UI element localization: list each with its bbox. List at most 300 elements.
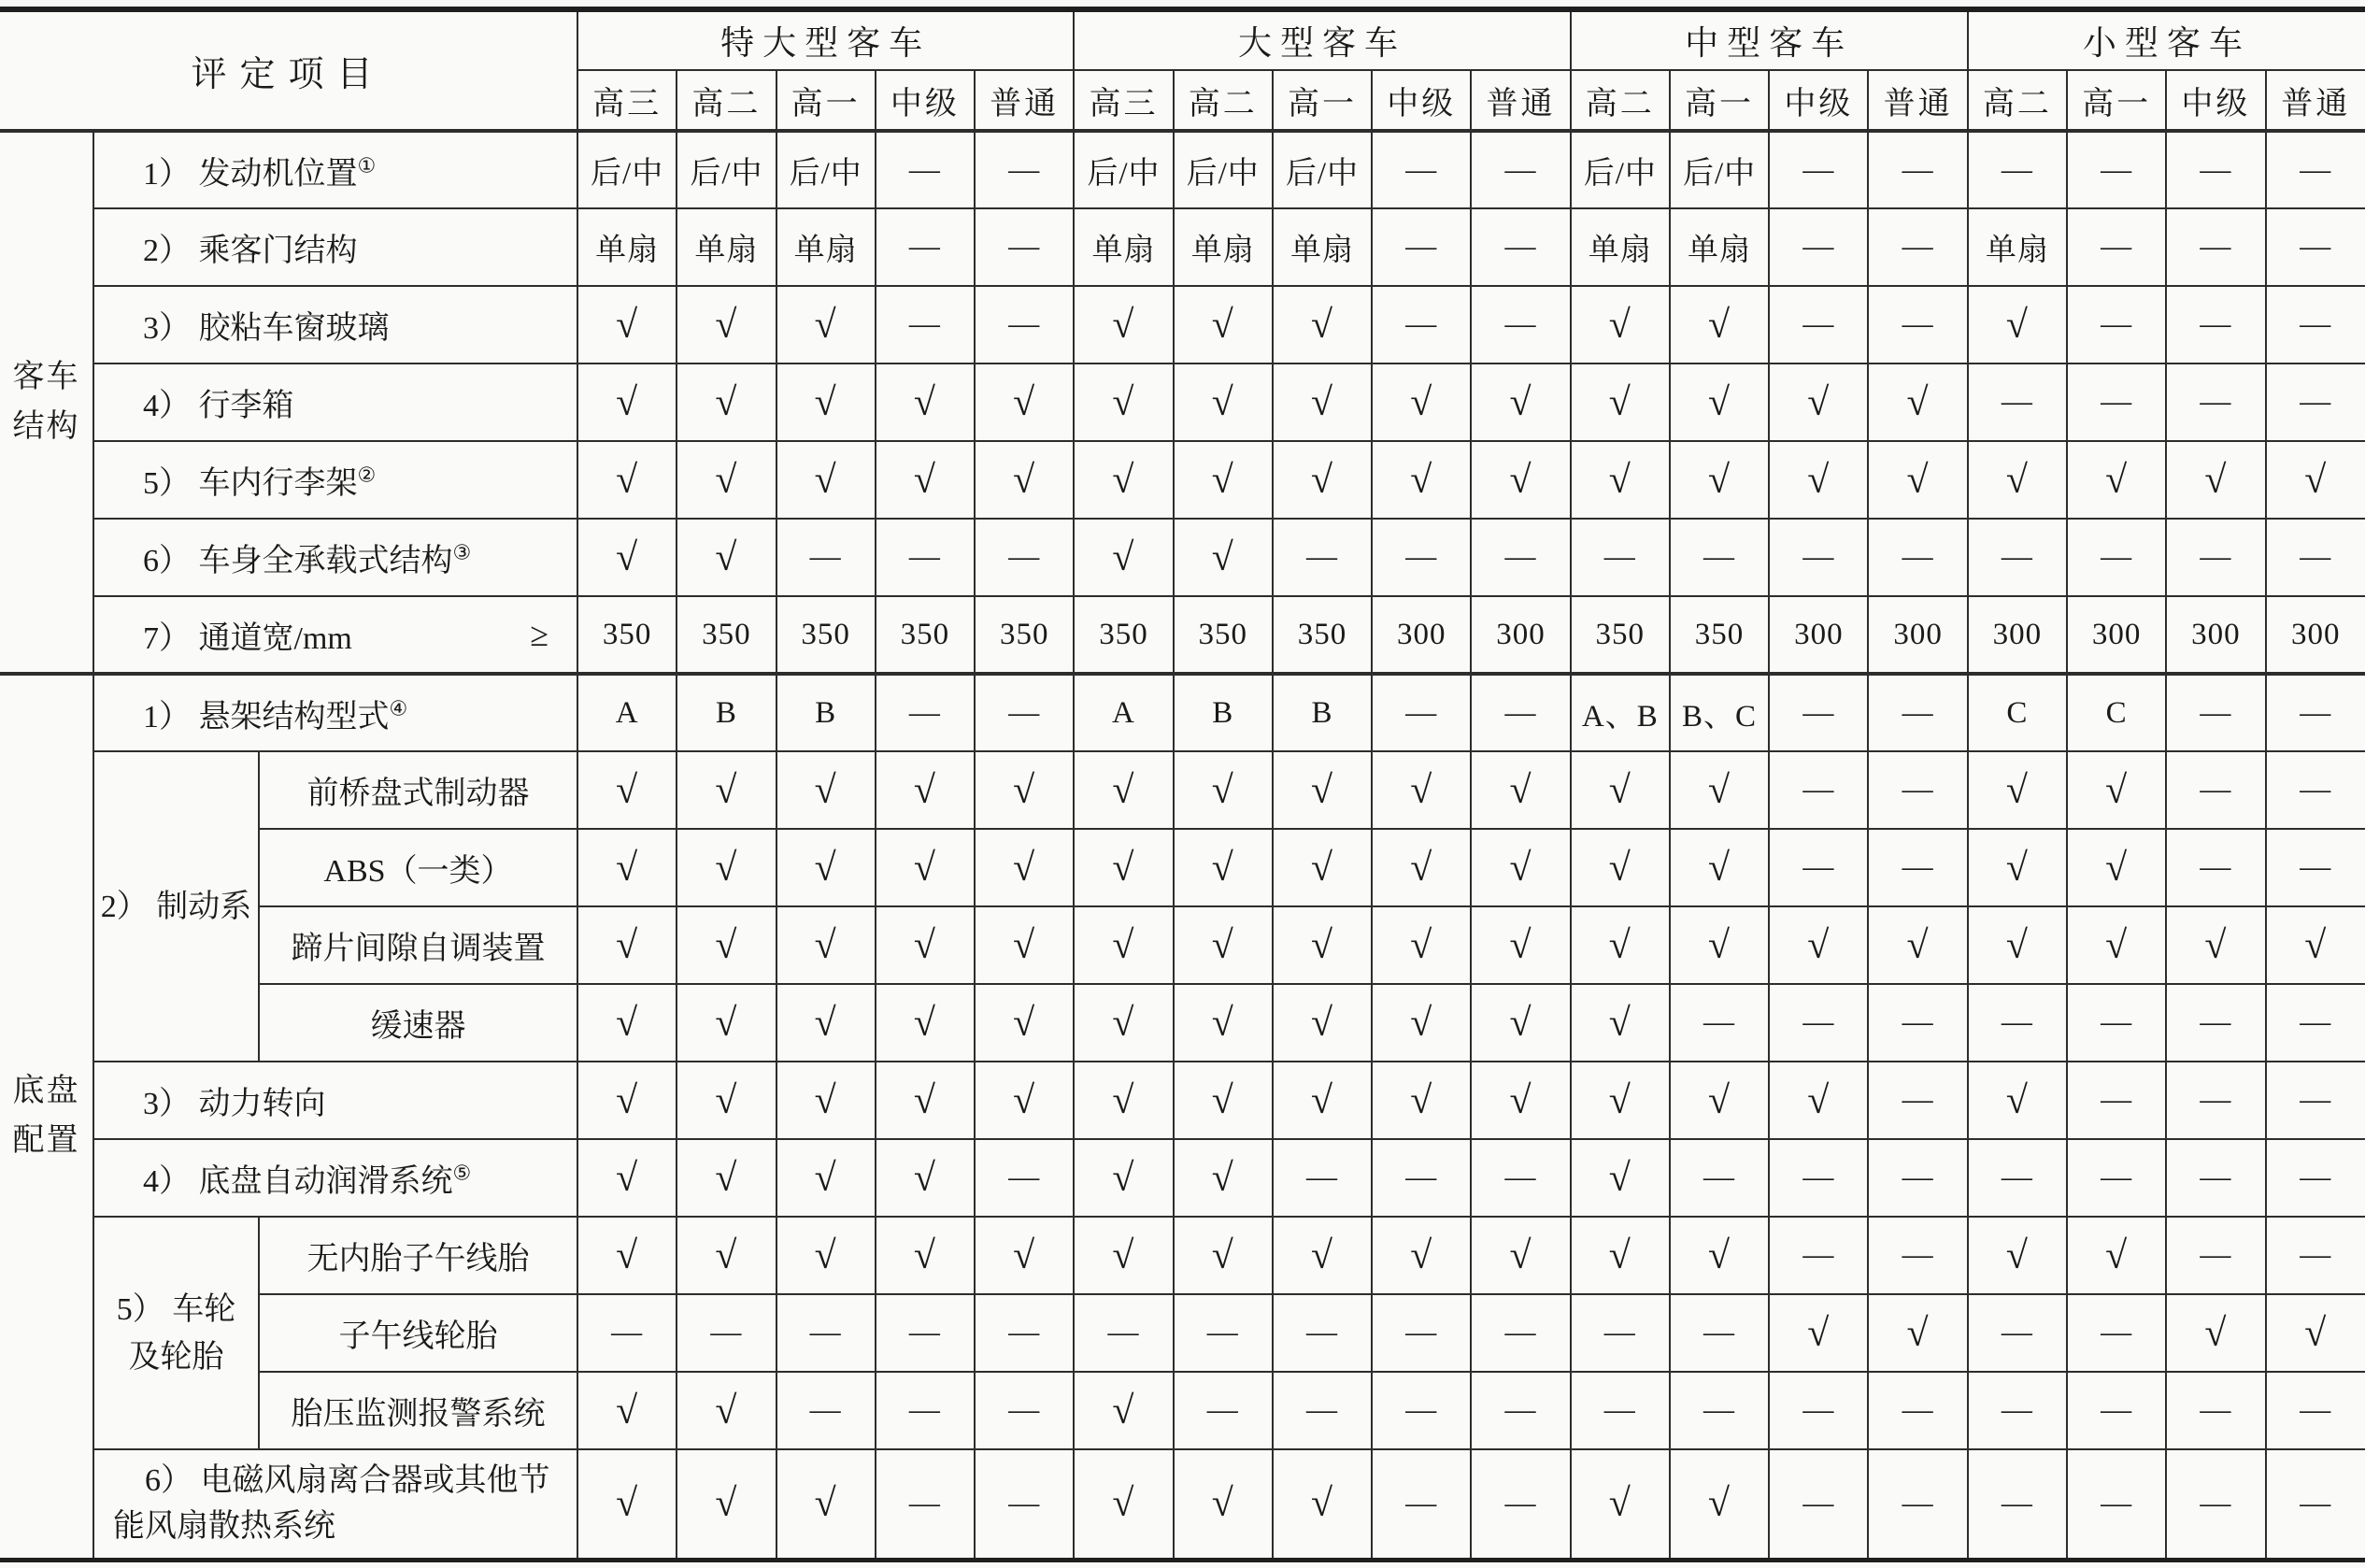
value-cell: — <box>975 1449 1074 1560</box>
value-cell: √ <box>1471 441 1570 519</box>
value-cell: √ <box>1074 1449 1173 1560</box>
value-cell: √ <box>577 1372 677 1449</box>
value-cell: √ <box>1174 441 1273 519</box>
grade-header-cell: 中级 <box>1769 70 1868 131</box>
value-cell: √ <box>975 363 1074 441</box>
value-cell: — <box>2266 1217 2365 1294</box>
value-cell: B、C <box>1670 674 1769 751</box>
value-cell: 300 <box>1471 596 1570 674</box>
value-cell: — <box>1471 519 1570 596</box>
value-cell: — <box>2166 1449 2265 1560</box>
value-cell: √ <box>776 286 876 363</box>
label-line: 2） 制动系 <box>100 889 252 924</box>
value-cell: √ <box>1174 906 1273 984</box>
value-cell: A <box>577 674 677 751</box>
value-cell: √ <box>1273 1062 1372 1139</box>
value-cell: √ <box>876 984 975 1062</box>
item-label-text: 7） 通道宽/mm <box>143 620 352 656</box>
value-cell: 350 <box>975 596 1074 674</box>
item-label-text: 1） 悬架结构型式④ <box>143 696 408 734</box>
value-cell: — <box>2067 208 2166 286</box>
value-cell: — <box>2166 1062 2265 1139</box>
value-cell: B <box>1174 674 1273 751</box>
value-cell: √ <box>776 441 876 519</box>
value-cell: — <box>876 674 975 751</box>
value-cell: √ <box>1868 1294 1967 1372</box>
item-label <box>93 596 577 674</box>
item-label-content <box>94 1458 577 1550</box>
value-cell: √ <box>776 1139 876 1217</box>
value-cell: √ <box>677 519 776 596</box>
value-cell: 300 <box>2266 596 2365 674</box>
table-row <box>0 441 2365 519</box>
value-cell: — <box>1968 984 2067 1062</box>
value-cell: 300 <box>2166 596 2265 674</box>
table-row <box>0 208 2365 286</box>
value-cell: √ <box>1868 906 1967 984</box>
value-cell: √ <box>1074 363 1173 441</box>
table-row <box>0 131 2365 208</box>
value-cell: √ <box>876 1062 975 1139</box>
value-cell: — <box>1571 519 1670 596</box>
item-label-content <box>94 691 577 736</box>
value-cell: — <box>1868 1062 1967 1139</box>
value-cell: — <box>2067 1294 2166 1372</box>
value-cell: √ <box>1074 829 1173 906</box>
value-cell: — <box>876 208 975 286</box>
value-cell: — <box>1174 1372 1273 1449</box>
value-cell: √ <box>975 906 1074 984</box>
item-label <box>93 519 577 596</box>
value-cell: 350 <box>577 596 677 674</box>
value-cell: √ <box>1074 1062 1173 1139</box>
value-cell: √ <box>1670 829 1769 906</box>
value-cell: — <box>1968 1139 2067 1217</box>
value-cell: — <box>2067 131 2166 208</box>
value-cell: √ <box>2166 1294 2265 1372</box>
value-cell: — <box>1868 519 1967 596</box>
value-cell: 300 <box>1769 596 1868 674</box>
value-cell: — <box>876 1372 975 1449</box>
value-cell: — <box>1868 131 1967 208</box>
value-cell: — <box>1670 519 1769 596</box>
value-cell: — <box>1868 829 1967 906</box>
value-cell: — <box>1471 1449 1570 1560</box>
item-label-content <box>94 224 577 270</box>
footnote-mark: ④ <box>389 696 408 720</box>
value-cell: √ <box>677 1372 776 1449</box>
item-label <box>93 208 577 286</box>
value-cell: — <box>1769 1449 1868 1560</box>
value-cell: 350 <box>776 596 876 674</box>
grade-header-cell: 高一 <box>1273 70 1372 131</box>
value-cell: √ <box>1273 441 1372 519</box>
value-cell: √ <box>975 984 1074 1062</box>
label-line: 及轮胎 <box>128 1339 224 1375</box>
value-cell: √ <box>1670 441 1769 519</box>
value-cell: — <box>1968 131 2067 208</box>
value-cell: 350 <box>1670 596 1769 674</box>
value-cell: 单扇 <box>1273 208 1372 286</box>
value-cell: — <box>975 1294 1074 1372</box>
value-cell: √ <box>1273 286 1372 363</box>
value-cell: — <box>2266 519 2365 596</box>
subitem-label: 无内胎子午线胎 <box>259 1217 577 1294</box>
value-cell: √ <box>1372 751 1471 829</box>
grade-header-cell: 普通 <box>975 70 1074 131</box>
value-cell: — <box>677 1294 776 1372</box>
value-cell: C <box>1968 674 2067 751</box>
table-row <box>0 751 2365 829</box>
value-cell: √ <box>1769 441 1868 519</box>
value-cell: √ <box>1968 906 2067 984</box>
value-cell: √ <box>1670 1217 1769 1294</box>
table-row <box>0 1372 2365 1449</box>
value-cell: √ <box>1670 751 1769 829</box>
value-cell: √ <box>1273 363 1372 441</box>
section-label <box>0 131 93 674</box>
value-cell: 300 <box>1868 596 1967 674</box>
item-label <box>93 1062 577 1139</box>
table-row <box>0 674 2365 751</box>
value-cell: — <box>975 286 1074 363</box>
value-cell: √ <box>1273 1217 1372 1294</box>
value-cell: — <box>1372 1294 1471 1372</box>
value-cell: √ <box>577 1139 677 1217</box>
value-cell: √ <box>577 751 677 829</box>
value-cell: 单扇 <box>577 208 677 286</box>
value-cell: √ <box>577 829 677 906</box>
value-cell: — <box>1968 1294 2067 1372</box>
value-cell: √ <box>1074 1139 1173 1217</box>
value-cell: √ <box>2166 906 2265 984</box>
value-cell: √ <box>1273 984 1372 1062</box>
value-cell: 350 <box>677 596 776 674</box>
table-header <box>0 9 2365 131</box>
value-cell: 350 <box>1273 596 1372 674</box>
value-cell: √ <box>1968 1062 2067 1139</box>
value-cell: — <box>1868 1449 1967 1560</box>
value-cell: √ <box>1471 363 1570 441</box>
value-cell: — <box>1868 751 1967 829</box>
grade-header-cell: 高一 <box>1670 70 1769 131</box>
class-header-cell: 小型客车 <box>1968 9 2365 70</box>
value-cell: √ <box>1868 441 1967 519</box>
value-cell: √ <box>677 1139 776 1217</box>
value-cell: — <box>2166 208 2265 286</box>
footnote-mark: ② <box>357 463 377 487</box>
value-cell: — <box>2067 1139 2166 1217</box>
value-cell: √ <box>1571 829 1670 906</box>
value-cell: — <box>1471 1139 1570 1217</box>
value-cell: √ <box>1471 1062 1570 1139</box>
value-cell: √ <box>876 906 975 984</box>
value-cell: √ <box>677 906 776 984</box>
value-cell: √ <box>2067 906 2166 984</box>
value-cell: √ <box>577 1062 677 1139</box>
value-cell: — <box>1471 1294 1570 1372</box>
value-cell: √ <box>1174 984 1273 1062</box>
value-cell: 后/中 <box>1074 131 1173 208</box>
item-label-text: 2） 乘客门结构 <box>143 234 358 268</box>
table-row <box>0 984 2365 1062</box>
value-cell: √ <box>1273 906 1372 984</box>
value-cell: √ <box>1968 829 2067 906</box>
item-label <box>93 131 577 208</box>
grade-header-cell: 普通 <box>2266 70 2365 131</box>
value-cell: — <box>1670 984 1769 1062</box>
value-cell: 后/中 <box>1273 131 1372 208</box>
value-cell: A <box>1074 674 1173 751</box>
value-cell: B <box>677 674 776 751</box>
value-cell: √ <box>577 286 677 363</box>
value-cell: √ <box>2067 441 2166 519</box>
value-cell: √ <box>1571 1217 1670 1294</box>
value-cell: 后/中 <box>776 131 876 208</box>
item-label-content <box>94 612 577 658</box>
value-cell: √ <box>1670 286 1769 363</box>
value-cell: — <box>1273 1372 1372 1449</box>
item-label <box>93 674 577 751</box>
value-cell: √ <box>975 829 1074 906</box>
value-cell: √ <box>677 363 776 441</box>
value-cell: √ <box>876 363 975 441</box>
table-row <box>0 519 2365 596</box>
value-cell: √ <box>1670 1062 1769 1139</box>
value-cell: — <box>1968 1372 2067 1449</box>
value-cell: — <box>2067 1062 2166 1139</box>
value-cell: √ <box>677 1217 776 1294</box>
value-cell: √ <box>876 441 975 519</box>
value-cell: √ <box>2067 829 2166 906</box>
value-cell: — <box>1471 208 1570 286</box>
item-label-text: 3） 胶粘车窗玻璃 <box>143 311 390 346</box>
value-cell: √ <box>1571 984 1670 1062</box>
value-cell: — <box>2166 829 2265 906</box>
value-cell: 单扇 <box>1571 208 1670 286</box>
value-cell: — <box>1372 208 1471 286</box>
value-cell: √ <box>1571 1139 1670 1217</box>
value-cell: — <box>2166 674 2265 751</box>
item-label-content <box>94 302 577 348</box>
value-cell: — <box>1868 208 1967 286</box>
value-cell: √ <box>1769 906 1868 984</box>
value-cell: √ <box>1372 829 1471 906</box>
label-line: 配置 <box>12 1122 80 1158</box>
value-cell: 300 <box>2067 596 2166 674</box>
value-cell: √ <box>776 984 876 1062</box>
table-row <box>0 363 2365 441</box>
value-cell: √ <box>1571 441 1670 519</box>
subitem-label: 子午线轮胎 <box>259 1294 577 1372</box>
value-cell: √ <box>876 1217 975 1294</box>
value-cell: √ <box>2067 1217 2166 1294</box>
value-cell: √ <box>677 1449 776 1560</box>
grade-header-cell: 高二 <box>1571 70 1670 131</box>
class-header-cell: 大型客车 <box>1074 9 1570 70</box>
value-cell: C <box>2067 674 2166 751</box>
value-cell: 后/中 <box>677 131 776 208</box>
value-cell: — <box>1471 1372 1570 1449</box>
value-cell: — <box>2067 984 2166 1062</box>
value-cell: — <box>1471 131 1570 208</box>
value-cell: √ <box>1074 1372 1173 1449</box>
value-cell: — <box>1769 208 1868 286</box>
value-cell: √ <box>1074 751 1173 829</box>
value-cell: — <box>975 1372 1074 1449</box>
subitem-label: 蹄片间隙自调装置 <box>259 906 577 984</box>
value-cell: √ <box>776 829 876 906</box>
value-cell: — <box>2067 1372 2166 1449</box>
value-cell: B <box>776 674 876 751</box>
value-cell: 单扇 <box>1074 208 1173 286</box>
value-cell: — <box>1670 1372 1769 1449</box>
item-label-content <box>94 535 577 580</box>
item-label-content <box>94 457 577 503</box>
value-cell: √ <box>577 441 677 519</box>
value-cell: √ <box>1074 906 1173 984</box>
value-cell: — <box>2266 751 2365 829</box>
value-cell: 后/中 <box>1174 131 1273 208</box>
value-cell: √ <box>1174 1449 1273 1560</box>
item-label <box>93 441 577 519</box>
grade-header-cell: 中级 <box>1372 70 1471 131</box>
value-cell: — <box>1471 286 1570 363</box>
value-cell: √ <box>677 441 776 519</box>
table-row <box>0 1062 2365 1139</box>
value-cell: √ <box>1174 286 1273 363</box>
value-cell: √ <box>677 984 776 1062</box>
value-cell: — <box>1769 1372 1868 1449</box>
value-cell: √ <box>1273 751 1372 829</box>
value-cell: — <box>876 1449 975 1560</box>
grade-header-cell: 高一 <box>2067 70 2166 131</box>
greater-equal-symbol: ≥ <box>530 616 549 653</box>
value-cell: √ <box>1372 984 1471 1062</box>
value-cell: √ <box>1571 1062 1670 1139</box>
footnote-mark: ⑤ <box>452 1161 472 1185</box>
value-cell: — <box>2266 363 2365 441</box>
value-cell: √ <box>577 906 677 984</box>
table-row <box>0 286 2365 363</box>
value-cell: √ <box>1372 363 1471 441</box>
value-cell: — <box>1868 1372 1967 1449</box>
value-cell: √ <box>1670 1449 1769 1560</box>
value-cell: — <box>2166 286 2265 363</box>
value-cell: √ <box>975 1217 1074 1294</box>
value-cell: √ <box>1174 519 1273 596</box>
value-cell: √ <box>1968 751 2067 829</box>
value-cell: √ <box>975 441 1074 519</box>
value-cell: — <box>1372 286 1471 363</box>
grade-header-cell: 高三 <box>1074 70 1173 131</box>
value-cell: √ <box>1074 441 1173 519</box>
label-line: 底盘 <box>12 1074 80 1109</box>
value-cell: √ <box>1670 363 1769 441</box>
value-cell: — <box>1372 1139 1471 1217</box>
value-cell: — <box>2067 519 2166 596</box>
value-cell: 单扇 <box>1174 208 1273 286</box>
item-label-text: 4） 底盘自动润滑系统⑤ <box>143 1161 472 1199</box>
value-cell: — <box>1769 131 1868 208</box>
grade-header-cell: 普通 <box>1868 70 1967 131</box>
item-label <box>93 363 577 441</box>
spec-table <box>0 7 2365 1562</box>
value-cell: 后/中 <box>577 131 677 208</box>
grade-header-cell: 高二 <box>1968 70 2067 131</box>
value-cell: √ <box>1174 1217 1273 1294</box>
value-cell: √ <box>1471 829 1570 906</box>
value-cell: √ <box>577 1449 677 1560</box>
value-cell: — <box>1273 1294 1372 1372</box>
value-cell: √ <box>577 1217 677 1294</box>
value-cell: √ <box>1372 1062 1471 1139</box>
value-cell: √ <box>1174 1062 1273 1139</box>
value-cell: √ <box>1968 286 2067 363</box>
table-body <box>0 131 2365 1560</box>
value-cell: — <box>1372 1372 1471 1449</box>
value-cell: √ <box>1174 829 1273 906</box>
value-cell: — <box>1273 1139 1372 1217</box>
value-cell: — <box>1372 1449 1471 1560</box>
footnote-mark: ③ <box>452 540 472 564</box>
grade-header-cell: 中级 <box>876 70 975 131</box>
value-cell: — <box>975 1139 1074 1217</box>
value-cell: — <box>2166 751 2265 829</box>
value-cell: — <box>2266 208 2365 286</box>
value-cell: — <box>1868 1139 1967 1217</box>
table-row <box>0 596 2365 674</box>
value-cell: √ <box>1769 363 1868 441</box>
grade-header-cell: 高二 <box>1174 70 1273 131</box>
value-cell: 350 <box>876 596 975 674</box>
value-cell: — <box>876 131 975 208</box>
value-cell: — <box>2266 286 2365 363</box>
value-cell: 后/中 <box>1670 131 1769 208</box>
value-cell: — <box>2266 1449 2365 1560</box>
value-cell: √ <box>975 1062 1074 1139</box>
value-cell: 350 <box>1074 596 1173 674</box>
item-label-text: 4） 行李箱 <box>143 389 294 423</box>
value-cell: √ <box>876 751 975 829</box>
value-cell: — <box>2266 1062 2365 1139</box>
value-cell: 300 <box>1968 596 2067 674</box>
value-cell: — <box>2067 286 2166 363</box>
value-cell: √ <box>1471 751 1570 829</box>
value-cell: √ <box>776 751 876 829</box>
value-cell: √ <box>776 1062 876 1139</box>
value-cell: √ <box>1571 286 1670 363</box>
value-cell: √ <box>1571 363 1670 441</box>
table-row <box>0 1294 2365 1372</box>
value-cell: — <box>1372 131 1471 208</box>
value-cell: √ <box>1769 1294 1868 1372</box>
item-label-text: 5） 车内行李架② <box>143 463 377 501</box>
value-cell: — <box>1769 519 1868 596</box>
value-cell: — <box>2166 1139 2265 1217</box>
value-cell: A、B <box>1571 674 1670 751</box>
value-cell: √ <box>975 751 1074 829</box>
value-cell: √ <box>776 1217 876 1294</box>
subitem-label: 胎压监测报警系统 <box>259 1372 577 1449</box>
subgroup-label <box>93 751 259 1062</box>
value-cell: √ <box>1074 1217 1173 1294</box>
grade-header-cell: 高三 <box>577 70 677 131</box>
value-cell: — <box>1273 519 1372 596</box>
grade-header-cell: 高一 <box>776 70 876 131</box>
value-cell: √ <box>776 1449 876 1560</box>
value-cell: √ <box>677 286 776 363</box>
